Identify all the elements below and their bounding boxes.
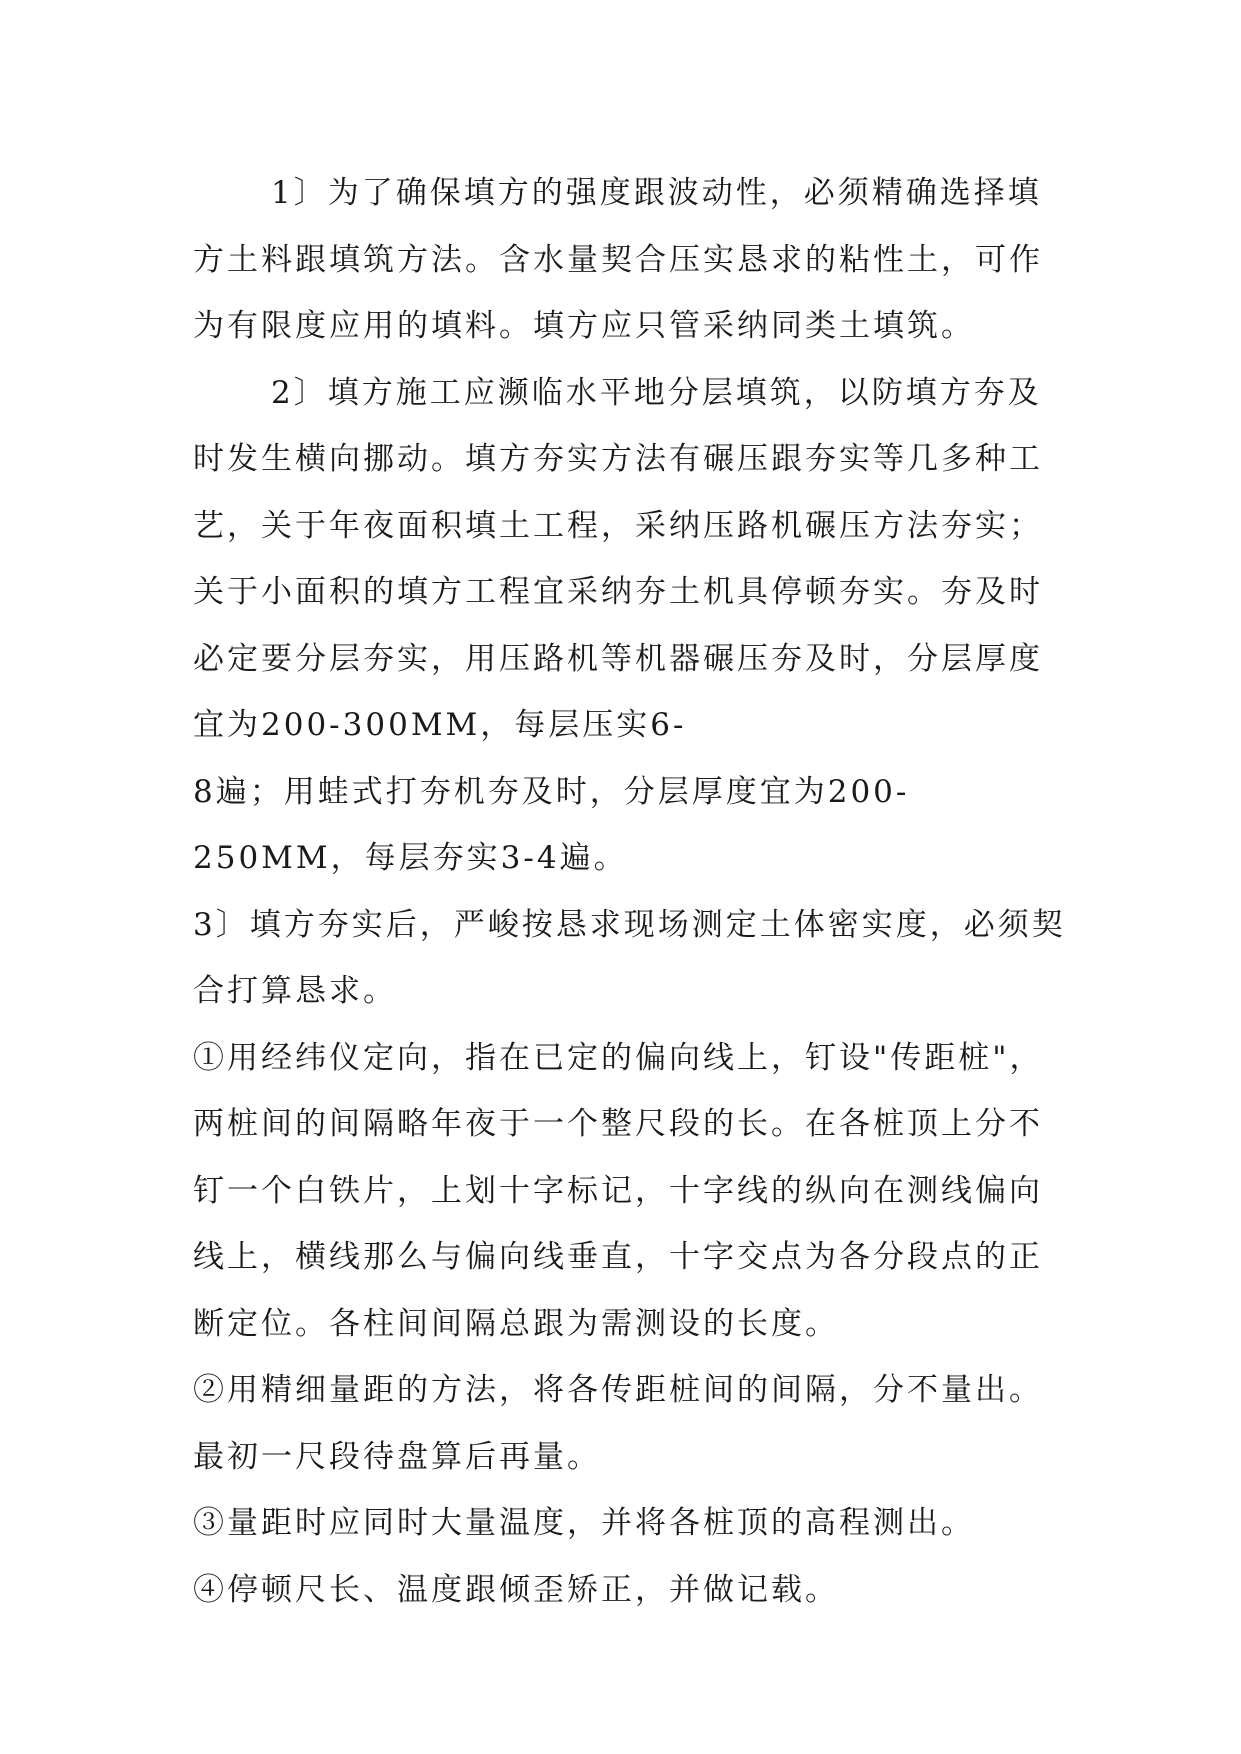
paragraph-3-line-1: 3〕填方夯实后，严峻按恳求现场测定土体密实度，必须契: [193, 906, 1066, 943]
paragraph-2-line-1: 2〕填方施工应濒临水平地分层填筑，以防填方夯及: [271, 374, 1042, 411]
paragraph-2-line-5: 必定要分层夯实，用压路机等机器碾压夯及时，分层厚度: [193, 640, 1043, 677]
paragraph-2-line-8: 250MM，每层夯实3-4遍。: [193, 840, 628, 876]
body-text: [193, 160, 1066, 1623]
paragraph-2-line-7: 8遍；用蛙式打夯机夯及时，分层厚度宜为200-: [193, 773, 910, 810]
step-3-line-1: ③量距时应同时大量温度，并将各桩顶的高程测出。: [193, 1505, 975, 1541]
step-2-line-1: ②用精细量距的方法，将各传距桩间的间隔，分不量出。: [193, 1372, 1043, 1408]
step-2-line-2: 最初一尺段待盘算后再量。: [193, 1438, 601, 1475]
step-4-line-1: ④停顿尺长、温度跟倾歪矫正，并做记载。: [193, 1571, 839, 1608]
paragraph-3-line-2: 合打算恳求。: [193, 973, 397, 1009]
step-1-line-3: 钉一个白铁片，上划十字标记，十字线的纵向在测线偏向: [193, 1172, 1043, 1209]
paragraph-2-line-6: 宜为200-300MM，每层压实6-: [193, 707, 687, 743]
step-1-line-1: ①用经纬仪定向，指在已定的偏向线上，钉设"传距桩"，: [193, 1039, 1044, 1076]
step-1-line-2: 两桩间的间隔略年夜于一个整尺段的长。在各桩顶上分不: [193, 1106, 1043, 1142]
step-1-line-5: 断定位。各柱间间隔总跟为需测设的长度。: [193, 1305, 839, 1342]
paragraph-1-line-2: 方土料跟填筑方法。含水量契合压实恳求的粘性土，可作: [193, 241, 1043, 278]
paragraph-2-line-3: 艺，关于年夜面积填土工程，采纳压路机碾压方法夯实；: [193, 507, 1043, 544]
paragraph-1-line-1: 1〕为了确保填方的强度跟波动性，必须精确选择填: [271, 175, 1042, 211]
paragraph-2-line-4: 关于小面积的填方工程宜采纳夯土机具停顿夯实。夯及时: [193, 574, 1043, 610]
paragraph-1-line-3: 为有限度应用的填料。填方应只管采纳同类土填筑。: [193, 308, 975, 344]
step-1-line-4: 线上，横线那么与偏向线垂直，十字交点为各分段点的正: [193, 1239, 1043, 1275]
paragraph-2-line-2: 时发生横向挪动。填方夯实方法有碾压跟夯实等几多种工: [193, 441, 1043, 477]
